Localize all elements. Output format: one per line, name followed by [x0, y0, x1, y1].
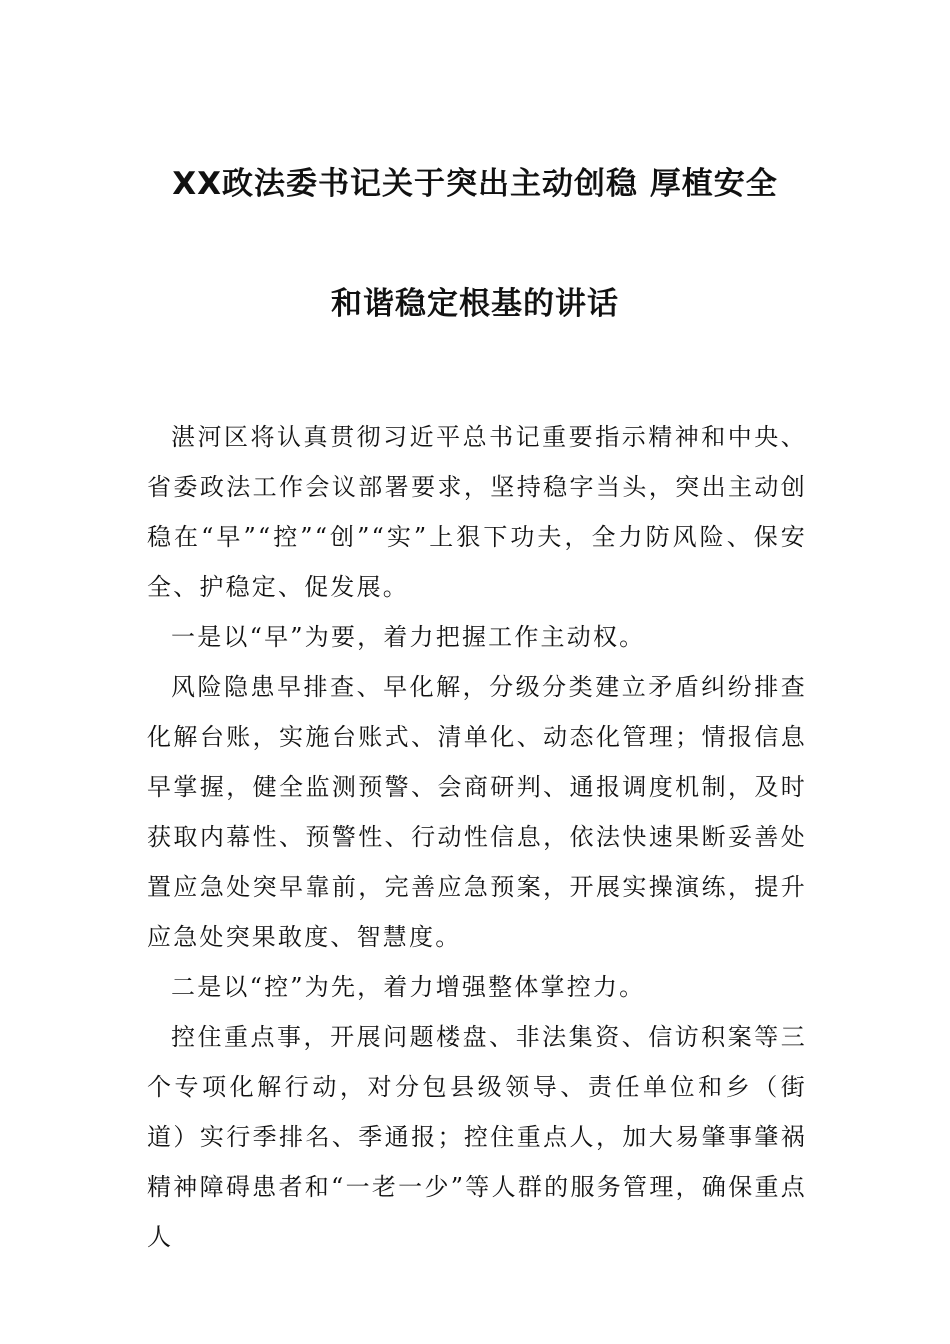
- body-paragraph-intro: 湛河区将认真贯彻习近平总书记重要指示精神和中央、省委政法工作会议部署要求，坚持稳字当头，突出主动创稳在“早”“控”“创”“实”上狠下功夫，全力防风险、保安全、护稳定、促发展。: [147, 423, 807, 601]
- document-title-line-1: XX政法委书记关于突出主动创稳 厚植安全: [172, 166, 778, 202]
- body-paragraph-early: 风险隐患早排查、早化解，分级分类建立矛盾纠纷排查化解台账，实施台账式、清单化、动态化管理；情报信息早掌握，健全监测预警、会商研判、通报调度机制，及时获取内幕性、预警性、行动性信息，依法快速果断妥善处置应急处突早靠前，完善应急预案，开展实操演练，提升应急处突果敢度、智慧度。: [147, 673, 807, 951]
- body-paragraph-control: 控住重点事，开展问题楼盘、非法集资、信访积案等三个专项化解行动，对分包县级领导、责任单位和乡（街道）实行季排名、季通报；控住重点人，加大易肇事肇祸精神障碍患者和“一老一少”等人群的服务管理，确保重点人: [147, 1023, 807, 1251]
- document-title-line-2: 和谐稳定根基的讲话: [331, 286, 619, 322]
- section-heading-control: 二是以“控”为先，着力增强整体掌控力。: [171, 973, 646, 1001]
- section-heading-early: 一是以“早”为要，着力把握工作主动权。: [171, 623, 646, 651]
- document-body: [147, 412, 807, 1262]
